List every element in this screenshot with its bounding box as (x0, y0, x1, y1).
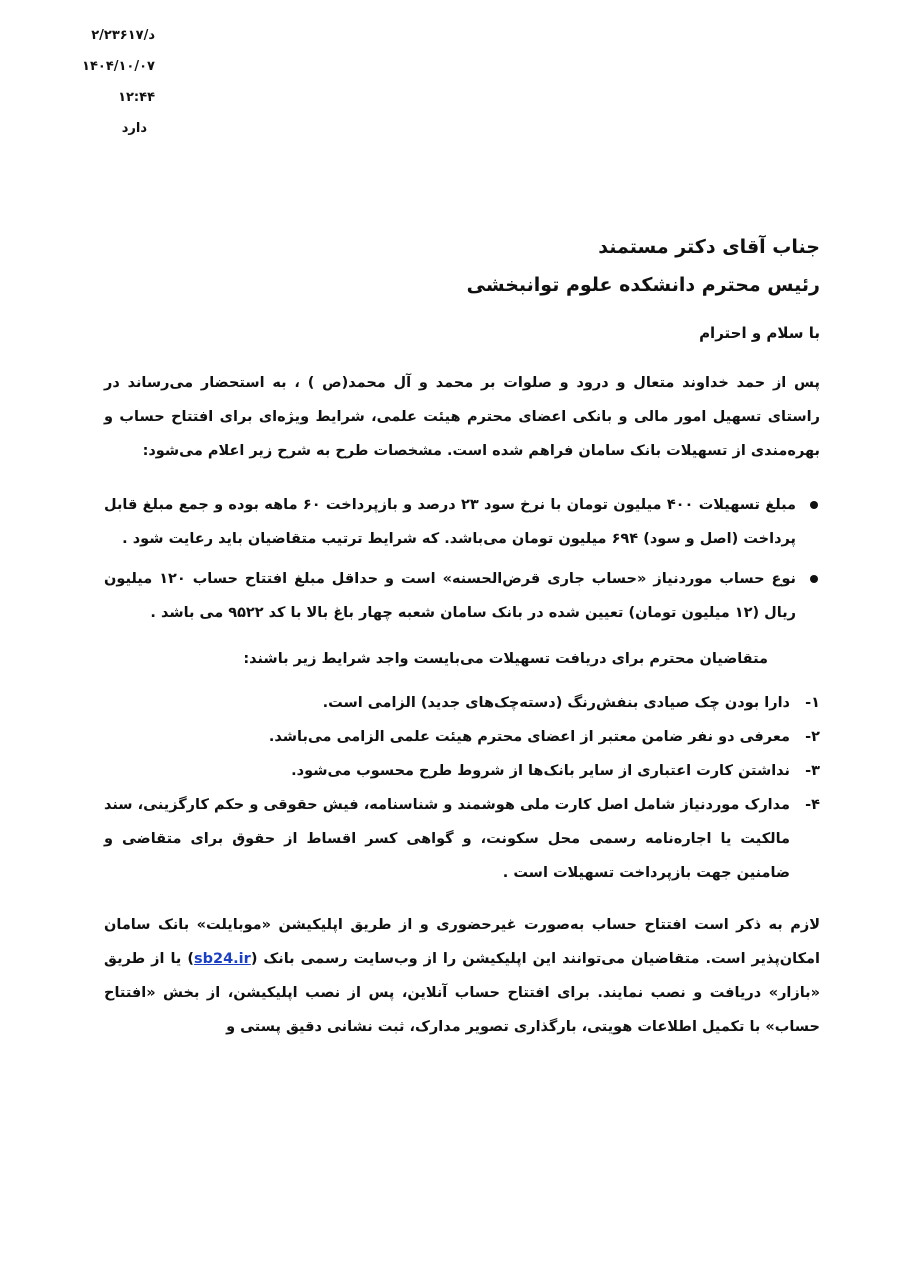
conditions-list (104, 686, 820, 890)
item-text: معرفی دو نفر ضامن معتبر از اعضای محترم هیئت علمی الزامی می‌باشد. (268, 729, 790, 745)
closing-paragraph (104, 908, 820, 1044)
list-item (104, 788, 820, 890)
item-number: ۲- (805, 729, 820, 745)
item-text: مدارک موردنیاز شامل اصل کارت ملی هوشمند و شناسنامه، فیش حقوقی و حکم کارگزینی، سند مالکیت یا اجاره‌نامه رسمی محل سکونت، و گواهی کسر اقساط از حقوق برای متقاضی و ضامنین جهت بازپرداخت تسهیلات است . (104, 797, 790, 881)
list-item (104, 562, 796, 630)
conditions-intro: متقاضیان محترم برای دریافت تسهیلات می‌بایست واجد شرایط زیر باشند: (243, 651, 768, 667)
item-number: ۴- (805, 797, 820, 813)
plan-details-list (104, 488, 820, 630)
bank-website-link[interactable]: sb24.ir (193, 951, 251, 967)
letter-metadata (70, 20, 155, 144)
addressee-name: جناب آقای دکتر مستمند (598, 236, 820, 258)
item-text: دارا بودن چک صیادی بنفش‌رنگ (دسته‌چک‌های جدید) الزامی است. (322, 695, 790, 711)
list-item (104, 720, 820, 754)
list-item (104, 686, 820, 720)
bullet-text: نوع حساب موردنیاز «حساب جاری قرض‌الحسنه» است و حداقل مبلغ افتتاح حساب ۱۲۰ میلیون ریال (۱۲ میلیون تومان) تعیین شده در بانک سامان شعبه چهار باغ بالا با کد ۹۵۲۲ می باشد . (104, 571, 796, 621)
greeting: با سلام و احترام (699, 324, 820, 342)
letter-date: ۱۴۰۴/۱۰/۰۷ (82, 59, 155, 74)
attachment-status: دارد (121, 121, 147, 136)
letter-time: ۱۲:۴۴ (118, 90, 155, 105)
bullet-icon (810, 575, 818, 583)
letter-body (104, 228, 820, 1044)
list-item (104, 488, 796, 556)
item-text: نداشتن کارت اعتباری از سایر بانک‌ها از شروط طرح محسوب می‌شود. (291, 763, 790, 779)
closing-text-part2: ) یا از طریق «بازار» دریافت و نصب نمایند. برای افتتاح حساب آنلاین، پس از نصب اپلیکیشن، از بخش «افتتاح حساب» با تکمیل اطلاعات هویتی، بارگذاری تصویر مدارک، ثبت نشانی دقیق پستی و (104, 951, 820, 1035)
bullet-icon (810, 501, 818, 509)
intro-paragraph: پس از حمد خداوند متعال و درود و صلوات بر محمد و آل محمد(ص ) ، به استحضار می‌رساند در راستای تسهیل امور مالی و بانکی اعضای محترم هیئت علمی، شرایط ویژه‌ای برای افتتاح حساب و بهره‌مندی از تسهیلات بانک سامان فراهم شده است. مشخصات طرح به شرح زیر اعلام می‌شود: (104, 375, 820, 459)
item-number: ۳- (805, 763, 820, 779)
reference-number: د/۲/۲۳۶۱۷ (91, 28, 155, 43)
list-item (104, 754, 820, 788)
closing-text-part1: لازم به ذکر است افتتاح حساب به‌صورت غیرحضوری و از طریق اپلیکیشن «موبایلت» بانک سامان امکان‌پذیر است. متقاضیان می‌توانند این اپلیکیشن را از وب‌سایت رسمی بانک ( (104, 917, 821, 967)
item-number: ۱- (805, 695, 820, 711)
addressee-title: رئیس محترم دانشکده علوم توانبخشی (466, 274, 820, 296)
bullet-text: مبلغ تسهیلات ۴۰۰ میلیون تومان با نرخ سود ۲۳ درصد و بازپرداخت ۶۰ ماهه بوده و جمع مبلغ قابل پرداخت (اصل و سود) ۶۹۴ میلیون تومان می‌باشد. که شرایط ترتیب متقاضیان باید رعایت شود . (104, 497, 797, 547)
